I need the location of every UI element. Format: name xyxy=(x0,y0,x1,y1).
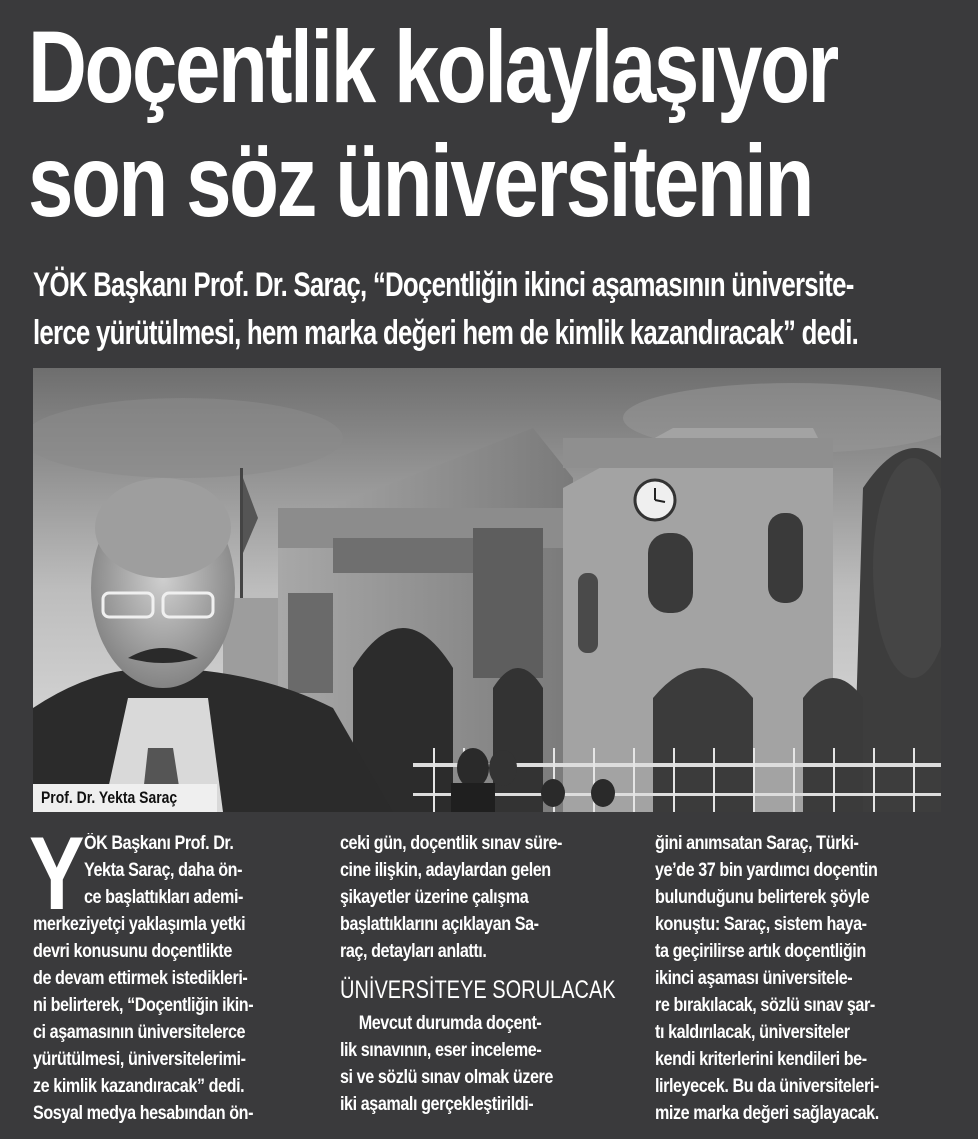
text-line: Sosyal medya hesabından ön- xyxy=(33,1103,254,1124)
article-column-3 xyxy=(655,830,955,1124)
text-line: Mevcut durumda doçent- xyxy=(358,1013,542,1034)
article-photo xyxy=(33,368,941,812)
text-line: konuştu: Saraç, sistem haya- xyxy=(655,914,867,935)
text-line: yürütülmesi, üniversitelerimi- xyxy=(33,1049,246,1070)
text-line: devri konusunu doçentlikte xyxy=(33,941,232,962)
text-line: de devam ettirmek istedikleri- xyxy=(33,968,248,989)
text-line: merkeziyetçi yaklaşımla yetki xyxy=(33,914,246,935)
text-line: ta geçirilirse artık doçentliğin xyxy=(655,941,866,962)
text-line: si ve sözlü sınav olmak üzere xyxy=(340,1067,553,1088)
text-line: ci aşamasının üniversitelerce xyxy=(33,1022,246,1043)
headline-line-1: Doçentlik kolaylaşıyor xyxy=(28,10,837,124)
section-subheading: ÜNİVERSİTEYE SORULACAK xyxy=(340,976,616,1004)
deck-line-2: lerce yürütülmesi, hem marka değeri hem de kimlik kazandıracak” dedi. xyxy=(33,314,859,352)
text-line: kendi kriterlerini kendileri be- xyxy=(655,1049,867,1070)
text-line: Yekta Saraç, daha ön- xyxy=(84,860,243,881)
text-line: ye’de 37 bin yardımcı doçentin xyxy=(655,860,878,881)
text-line: raç, detayları anlattı. xyxy=(340,941,487,962)
headline-line-2: son söz üniversitenin xyxy=(28,124,812,238)
text-line: ce başlattıkları ademi- xyxy=(84,887,243,908)
article-column-1 xyxy=(29,816,333,1124)
text-line: ceki gün, doçentlik sınav süre- xyxy=(340,833,562,854)
text-line: ze kimlik kazandıracak” dedi. xyxy=(33,1076,245,1097)
text-line: başlattıklarını açıklayan Sa- xyxy=(340,914,539,935)
text-line: ikinci aşaması üniversitele- xyxy=(655,968,853,989)
text-line: ÖK Başkanı Prof. Dr. xyxy=(84,833,234,854)
text-line: ni belirterek, “Doçentliğin ikin- xyxy=(33,995,254,1016)
text-line: şikayetler üzerine çalışma xyxy=(340,887,529,908)
text-line: re bırakılacak, sözlü sınav şar- xyxy=(655,995,875,1016)
text-line: mize marka değeri sağlayacak. xyxy=(655,1103,879,1124)
text-line: lik sınavının, eser inceleme- xyxy=(340,1040,542,1061)
text-line: tı kaldırılacak, üniversiteler xyxy=(655,1022,850,1043)
text-line: lirleyecek. Bu da üniversiteleri- xyxy=(655,1076,879,1097)
text-line: iki aşamalı gerçekleştirildi- xyxy=(340,1094,534,1115)
photo-caption-text: Prof. Dr. Yekta Saraç xyxy=(41,788,178,807)
article-column-2 xyxy=(340,830,640,1120)
drop-cap: Y xyxy=(29,816,85,932)
photo-illustration xyxy=(33,368,941,812)
text-line: cine ilişkin, adaylardan gelen xyxy=(340,860,551,881)
text-line: bulunduğunu belirterek şöyle xyxy=(655,887,870,908)
photo-caption xyxy=(33,784,217,812)
deck-line-1: YÖK Başkanı Prof. Dr. Saraç, “Doçentliğin ikinci aşamasının üniversite- xyxy=(33,266,854,304)
text-line: ğini anımsatan Saraç, Türki- xyxy=(655,833,859,854)
